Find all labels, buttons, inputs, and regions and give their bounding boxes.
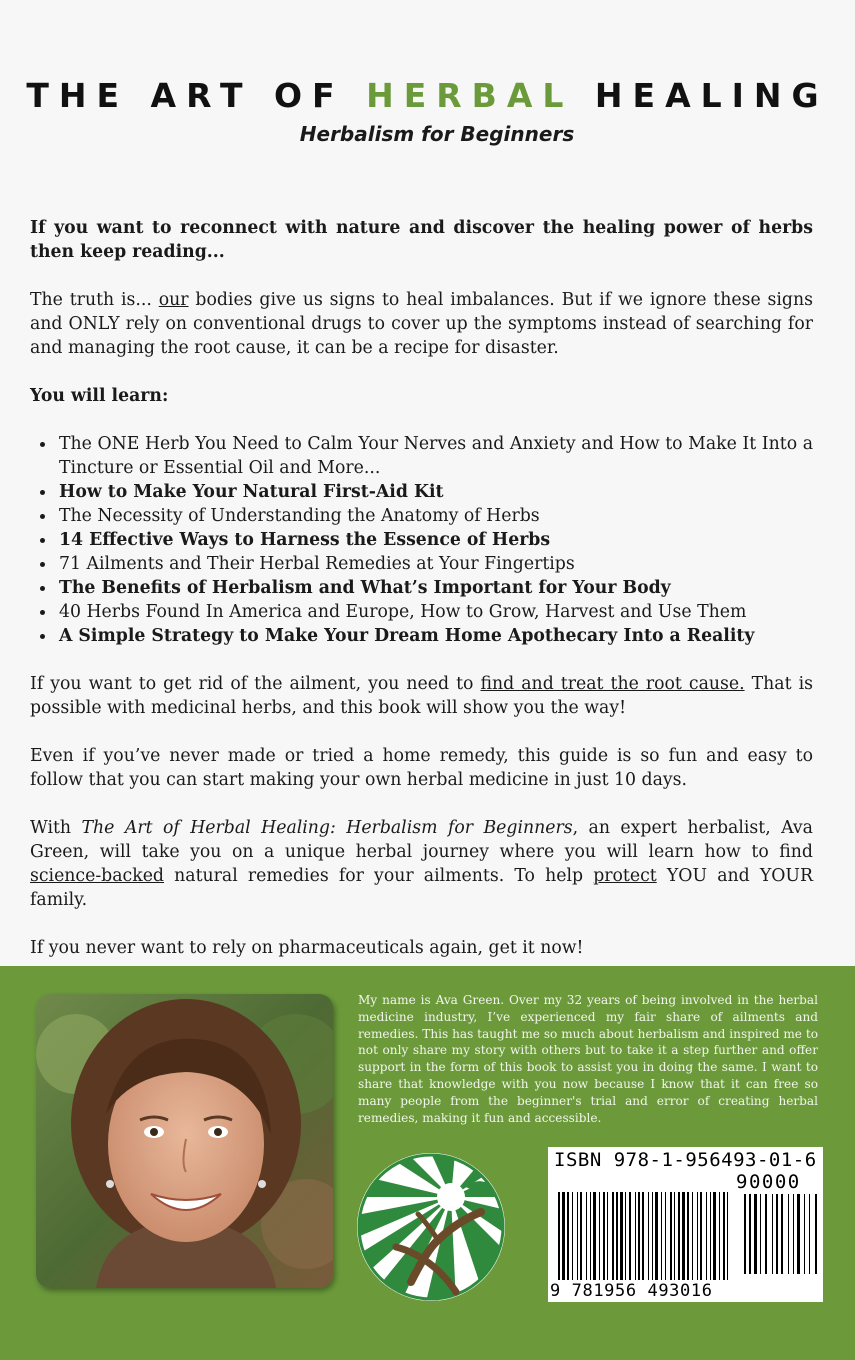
title-part-1: THE ART OF (26, 76, 345, 115)
list-item: 40 Herbs Found In America and Europe, How to Grow, Harvest and Use Them (30, 600, 813, 624)
author-footer (0, 966, 855, 1360)
barcode-bar (661, 1192, 662, 1280)
barcode-bar (616, 1192, 618, 1280)
author-bio: My name is Ava Green. Over my 32 years of being involved in the herbal medicine industry, I’ve experienced my fair share of ailments and remedies. This has taught me so much about herbalism and inspired me to not only share my story with others but to take it a step further and offer support in the form of this book to assist you in doing the same. I want to share that knowledge with you now because I know that it can free so many people from the beginner's trial and error of creating herbal remedies, making it fun and accessible. (358, 993, 818, 1125)
barcode-bar (558, 1192, 560, 1280)
barcode-bar (607, 1192, 608, 1280)
barcode-bar (670, 1192, 672, 1280)
barcode-bar (603, 1192, 605, 1280)
barcode-bar (586, 1192, 587, 1280)
root-cause-paragraph: If you want to get rid of the ailment, you need to find and treat the root cause. That is possible with medicinal herbs, and this book will show you the way! (30, 674, 813, 718)
barcode-bar (713, 1192, 716, 1280)
addon-bar (788, 1194, 789, 1274)
addon-bar (797, 1194, 800, 1274)
learn-heading: You will learn: (30, 386, 169, 406)
barcode-bar (687, 1192, 689, 1280)
barcode-bar (652, 1192, 653, 1280)
addon-bar (793, 1194, 794, 1274)
isbn-label: ISBN 978-1-956493-01-6 (554, 1149, 817, 1171)
price-code: 90000 (736, 1171, 801, 1193)
barcode-bar (612, 1192, 614, 1280)
ean-number: 9 781956 493016 (550, 1281, 713, 1301)
barcode-bar (655, 1192, 658, 1280)
learn-list (30, 432, 813, 648)
barcode-bar (700, 1192, 702, 1280)
addon-bar (765, 1194, 767, 1274)
barcode-bar (638, 1192, 640, 1280)
addon-bar (776, 1194, 778, 1274)
addon-bar (815, 1194, 817, 1274)
barcode-bar (692, 1192, 693, 1280)
closing-paragraph: If you never want to rely on pharmaceuticals again, get it now! (30, 938, 584, 958)
with-paragraph: With The Art of Herbal Healing: Herbalism for Beginners, an expert herbalist, Ava Green, will take you on a unique herbal journey where you will learn how to find science-backed natural remedies for your ailments. To help protect YOU and YOUR family. (30, 818, 813, 910)
book-subtitle: Herbalism for Beginners (299, 122, 575, 146)
barcode-bar (727, 1192, 728, 1280)
addon-bar (744, 1194, 746, 1274)
barcode-bar (710, 1192, 711, 1280)
barcode-bar (625, 1192, 626, 1280)
truth-paragraph: The truth is... our bodies give us signs to heal imbalances. But if we ignore these signs and ONLY rely on conventional drugs to cover up the symptoms instead of searching for and managing the root cause, it can be a recipe for disaster. (30, 290, 813, 358)
addon-bar (754, 1194, 757, 1274)
title-part-2: HEALING (594, 76, 829, 115)
barcode-bar (599, 1192, 600, 1280)
addon-bar (749, 1194, 751, 1274)
book-title (0, 76, 855, 115)
barcode-bar (620, 1192, 623, 1280)
barcode-bar (572, 1192, 573, 1280)
list-item: How to Make Your Natural First-Aid Kit (30, 480, 813, 504)
barcode-bar (665, 1192, 666, 1280)
title-highlight: HERBAL (366, 76, 574, 115)
barcode-bar (629, 1192, 631, 1280)
barcode-bar (580, 1192, 582, 1280)
addon-bar (804, 1194, 805, 1274)
barcode-bar (577, 1192, 578, 1280)
barcode-bar (682, 1192, 685, 1280)
barcode-bar (723, 1192, 725, 1280)
barcode-bar (648, 1192, 649, 1280)
barcode-bar (642, 1192, 644, 1280)
addon-bar (760, 1194, 761, 1274)
barcode-bar (593, 1192, 596, 1280)
list-item: The ONE Herb You Need to Calm Your Nerves and Anxiety and How to Make It Into a Tincture or Essential Oil and More... (30, 432, 813, 480)
barcode-bar (678, 1192, 680, 1280)
addon-bar (809, 1194, 810, 1274)
barcode-bars (554, 1172, 824, 1284)
addon-bar (772, 1194, 773, 1274)
barcode-bar (562, 1192, 565, 1280)
barcode-bar (706, 1192, 707, 1280)
barcode-bar (697, 1192, 698, 1280)
barcode-bar (590, 1192, 591, 1280)
list-item: 71 Ailments and Their Herbal Remedies at Your Fingertips (30, 552, 813, 576)
intro-paragraph: If you want to reconnect with nature and discover the healing power of herbs then keep reading... (30, 218, 813, 262)
author-photo (36, 994, 333, 1288)
list-item: The Benefits of Herbalism and What’s Important for Your Body (30, 576, 813, 600)
barcode-bar (635, 1192, 636, 1280)
list-item: A Simple Strategy to Make Your Dream Home Apothecary Into a Reality (30, 624, 813, 648)
publisher-logo (356, 1152, 506, 1302)
list-item: 14 Effective Ways to Harness the Essence of Herbs (30, 528, 813, 552)
barcode-bar (567, 1192, 569, 1280)
list-item: The Necessity of Understanding the Anatomy of Herbs (30, 504, 813, 528)
addon-bar (781, 1194, 783, 1274)
barcode-bar (719, 1192, 720, 1280)
blurb (30, 216, 813, 984)
barcode-bar (674, 1192, 675, 1280)
isbn-barcode (548, 1147, 823, 1302)
even-if-paragraph: Even if you’ve never made or tried a home remedy, this guide is so fun and easy to follow that you can start making your own herbal medicine in just 10 days. (30, 746, 813, 790)
